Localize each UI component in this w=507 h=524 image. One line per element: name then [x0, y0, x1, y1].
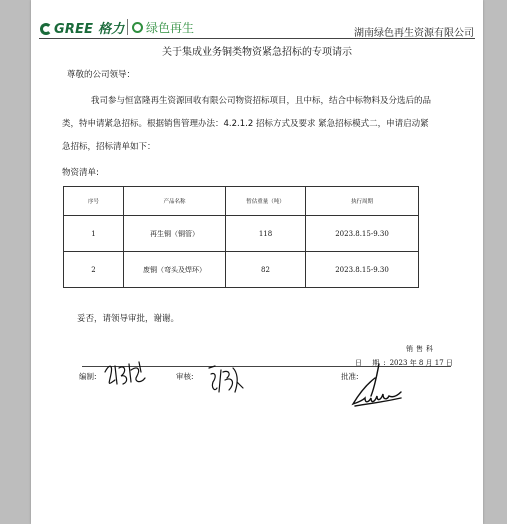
cell-no: 2: [64, 252, 124, 288]
company-name: 湖南绿色再生资源有限公司: [354, 28, 474, 39]
document-page: [31, 0, 483, 524]
body-line-2: 类，特申请紧急招标。根据销售管理办法：4.2.1.2 招标方式及要求 紧急招标模式二，申请启动紧: [62, 119, 429, 129]
date-value: 2023 年 8 月 17 日: [389, 359, 453, 367]
green-recycle-logo: [132, 19, 194, 36]
approved-by-label: 批准:: [341, 372, 359, 381]
cell-no: 1: [64, 216, 124, 252]
cell-product: 再生铜（铜管）: [124, 216, 226, 252]
prepared-by-label: 编制:: [79, 372, 97, 381]
body-line-3: 急招标，招标清单如下：: [62, 142, 156, 152]
brand-latin: GREE: [54, 22, 94, 37]
inventory-label: 物资清单:: [62, 168, 99, 178]
col-header-no: 序号: [64, 187, 124, 216]
table-header-row: [64, 187, 419, 216]
reviewed-by-label: 审核:: [176, 372, 194, 381]
approved-signature: [349, 362, 405, 410]
inventory-table: [63, 186, 419, 288]
brand-cn: 格力: [97, 22, 125, 37]
col-header-weight: 暂估重量（吨）: [226, 187, 306, 216]
document-title: 关于集成业务铜类物资紧急招标的专项请示: [162, 47, 352, 58]
table-row: [64, 252, 419, 288]
cell-period: 2023.8.15-9.30: [306, 252, 419, 288]
leaf-icon: [132, 22, 143, 33]
body-line-1: 我司参与恒富隆再生资源回收有限公司物资招标项目，且中标，结合中标物料及分选后的品: [91, 96, 432, 106]
department: 销售科: [406, 345, 436, 353]
brand-green: 绿色再生: [146, 21, 195, 35]
cell-weight: 82: [226, 252, 306, 288]
reviewed-signature: [205, 362, 245, 396]
salutation: 尊敬的公司领导：: [67, 70, 136, 80]
letterhead: [31, 14, 483, 40]
gree-logo: [40, 18, 124, 37]
prepared-signature: [101, 358, 149, 390]
closing-text: 妥否，请领导审批，谢谢。: [77, 314, 180, 324]
col-header-product: 产品名称: [124, 187, 226, 216]
cell-weight: 118: [226, 216, 306, 252]
col-header-period: 执行周期: [306, 187, 419, 216]
cell-period: 2023.8.15-9.30: [306, 216, 419, 252]
date-label: 日 期:: [355, 359, 390, 367]
logo-divider: [127, 19, 128, 35]
table-row: [64, 216, 419, 252]
cell-product: 废铜（弯头及焊环）: [124, 252, 226, 288]
header-rule: [39, 38, 475, 39]
gree-swirl-icon: [40, 23, 52, 35]
